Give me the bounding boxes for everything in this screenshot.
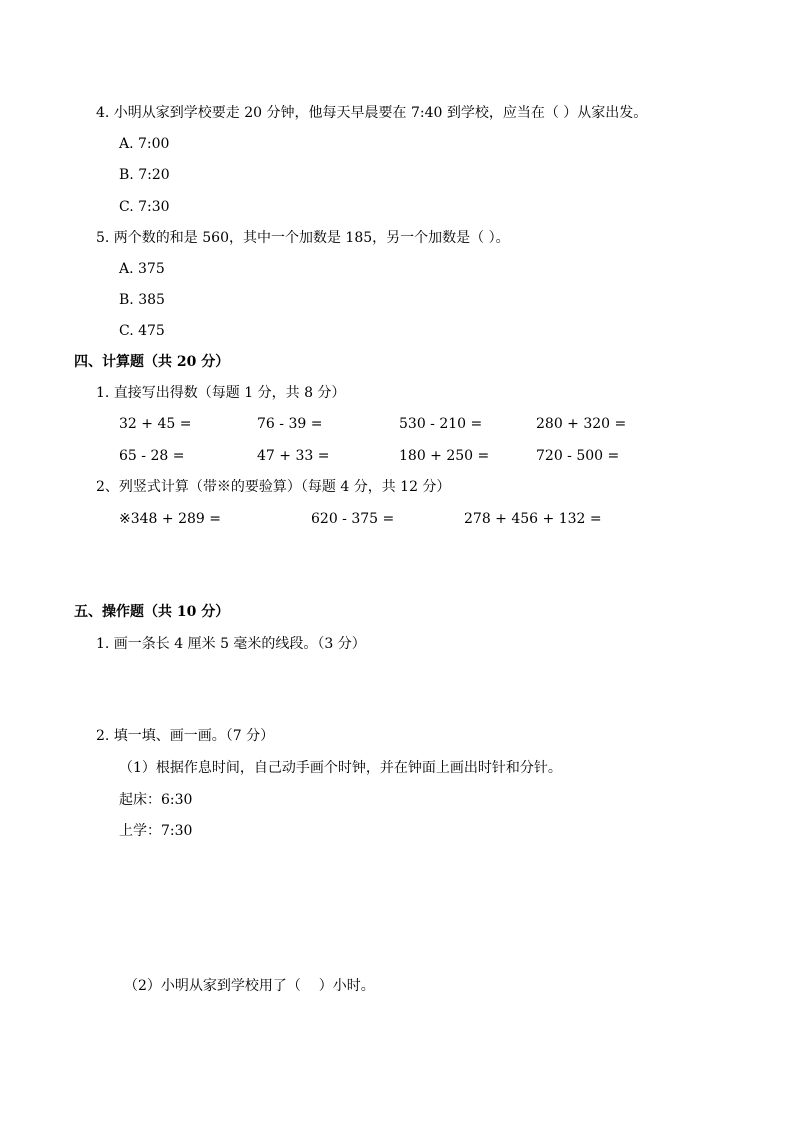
section4-title: 四、计算题（共 20 分）: [74, 354, 230, 370]
calc-item: 280 + 320 =: [536, 416, 627, 432]
q4-option-c: C. 7:30: [119, 199, 170, 215]
q5-option-c: C. 475: [119, 323, 165, 339]
section5-q1: 1. 画一条长 4 厘米 5 毫米的线段。（3 分）: [96, 636, 366, 652]
vertical-calc-item: ※348 + 289 =: [119, 511, 221, 527]
section5-q2-part2: （2）小明从家到学校用了（ ）小时。: [124, 978, 375, 994]
q4-option-b: B. 7:20: [119, 167, 170, 183]
section5-title: 五、操作题（共 10 分）: [74, 604, 230, 620]
calc-item: 65 - 28 =: [119, 448, 185, 464]
q5-option-a: A. 375: [119, 261, 165, 277]
calc-item: 720 - 500 =: [536, 448, 620, 464]
q5-stem: 5. 两个数的和是 560，其中一个加数是 185，另一个加数是（ ）。: [96, 230, 510, 246]
q4-option-a: A. 7:00: [119, 136, 170, 152]
school-time: 上学：7:30: [119, 823, 193, 839]
section4-q2-title: 2、列竖式计算（带※的要验算）（每题 4 分，共 12 分）: [96, 479, 451, 495]
section5-q2-title: 2. 填一填、画一画。（7 分）: [96, 728, 275, 744]
vertical-calc-item: 278 + 456 + 132 =: [464, 511, 602, 527]
calc-item: 76 - 39 =: [257, 416, 323, 432]
vertical-calc-item: 620 - 375 =: [311, 511, 395, 527]
calc-item: 180 + 250 =: [399, 448, 490, 464]
q5-option-b: B. 385: [119, 292, 165, 308]
calc-item: 47 + 33 =: [257, 448, 330, 464]
wake-time: 起床：6:30: [119, 792, 193, 808]
section4-q1-title: 1. 直接写出得数（每题 1 分，共 8 分）: [96, 385, 346, 401]
calc-item: 32 + 45 =: [119, 416, 192, 432]
calc-item: 530 - 210 =: [399, 416, 483, 432]
section5-q2-part1: （1）根据作息时间，自己动手画个时钟，并在钟面上画出时针和分针。: [119, 760, 562, 776]
q4-stem: 4. 小明从家到学校要走 20 分钟，他每天早晨要在 7:40 到学校，应当在（ ）从家出发。: [96, 105, 648, 121]
